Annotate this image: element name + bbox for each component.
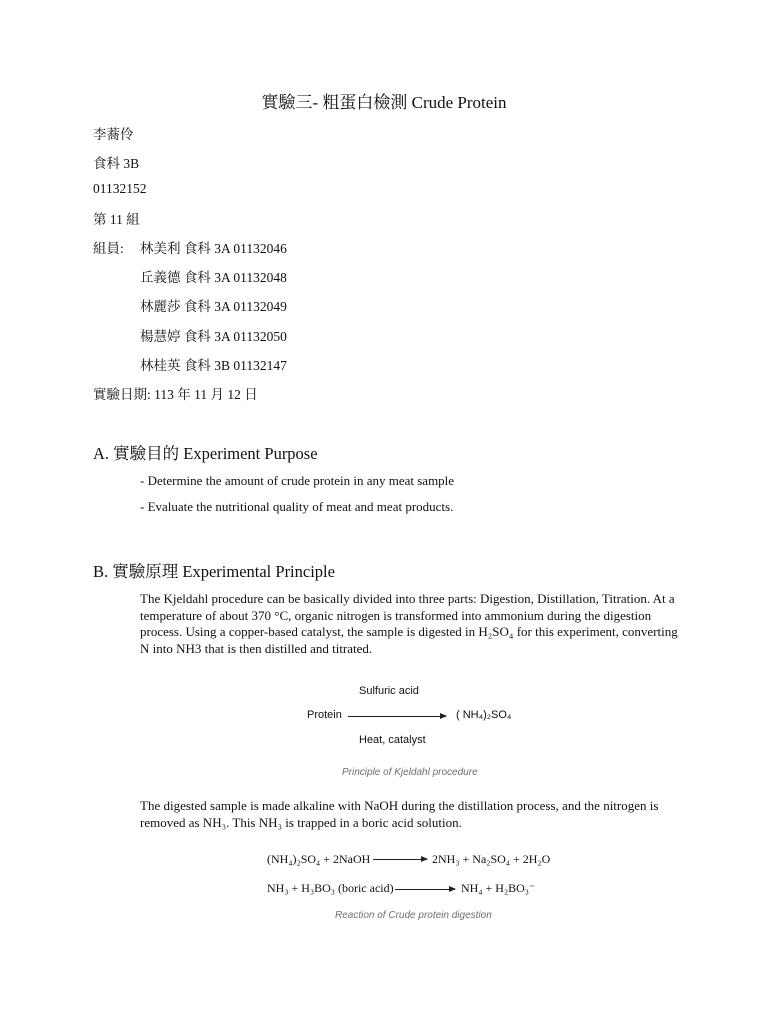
equation-2-right: NH₄ + H₂BO₃⁻ bbox=[461, 881, 536, 895]
principle-paragraph: The Kjeldahl procedure can be basically divided into three parts: Digestion, Distillation, Titration. At a temperature of about 370 °C, organic nitrogen is transformed into ammonium during the digestion process. Using a copper-based catalyst, the sample is digested in H₂SO₄ for this experiment, converting N into NH3 that is then distilled and titrated. bbox=[140, 591, 678, 656]
section-b-heading: B. 實驗原理 Experimental Principle bbox=[93, 562, 335, 581]
reaction-arrow bbox=[373, 859, 427, 860]
student-class: 食科 3B bbox=[93, 156, 140, 171]
distillation-paragraph: The digested sample is made alkaline with NaOH during the distillation process, and the nitrogen is removed as NH₃. This NH₃ is trapped in a boric acid solution. bbox=[140, 798, 659, 830]
member-item: 楊慧婷 食科 3A 01132050 bbox=[140, 329, 287, 344]
member-item: 林桂英 食科 3B 01132147 bbox=[140, 358, 287, 373]
equation-2-left: NH₃ + H₃BO₃ (boric acid) bbox=[267, 881, 394, 895]
member-item: 丘義德 食科 3A 01132048 bbox=[140, 270, 287, 285]
member-item: 林美利 食科 3A 01132046 bbox=[140, 241, 287, 256]
members-label: 組員: bbox=[93, 241, 124, 256]
document-title: 實驗三- 粗蛋白檢測 Crude Protein bbox=[261, 93, 507, 112]
reactant-label: Protein bbox=[307, 709, 342, 721]
student-name: 李蕎伶 bbox=[93, 127, 134, 142]
equation-1-left: (NH₄)₂SO₄ + 2NaOH bbox=[267, 852, 371, 866]
purpose-bullet: - Determine the amount of crude protein in any meat sample bbox=[140, 473, 455, 488]
experiment-date: 實驗日期: 113 年 11 月 12 日 bbox=[93, 387, 258, 402]
member-item: 林麗莎 食科 3A 01132049 bbox=[140, 299, 287, 314]
section-a-heading: A. 實驗目的 Experiment Purpose bbox=[93, 444, 318, 463]
product-label: ( NH₄)₂SO₄ bbox=[456, 709, 512, 721]
group-number: 第 11 組 bbox=[93, 212, 140, 227]
reagent-label: Sulfuric acid bbox=[359, 685, 419, 697]
equation-1-right: 2NH₃ + Na₂SO₄ + 2H₂O bbox=[432, 852, 551, 866]
purpose-bullet: - Evaluate the nutritional quality of meat and meat products. bbox=[140, 499, 454, 514]
figure-caption: Principle of Kjeldahl procedure bbox=[342, 767, 478, 778]
reaction-arrow bbox=[395, 889, 455, 890]
condition-label: Heat, catalyst bbox=[359, 734, 426, 746]
figure-caption: Reaction of Crude protein digestion bbox=[335, 910, 492, 921]
reaction-arrow bbox=[348, 716, 446, 717]
student-id: 01132152 bbox=[93, 181, 147, 196]
